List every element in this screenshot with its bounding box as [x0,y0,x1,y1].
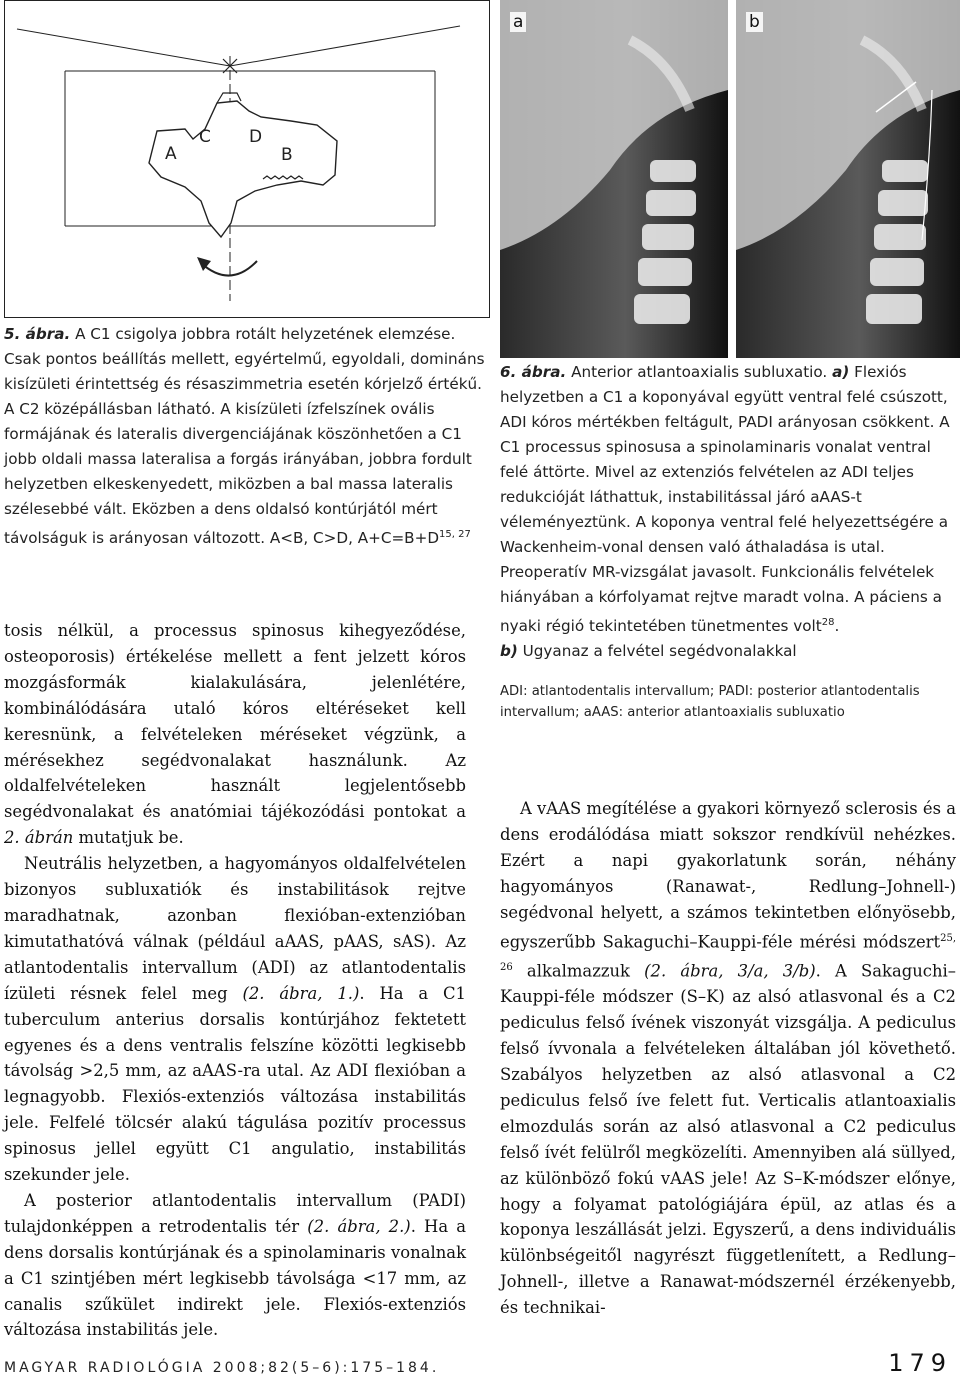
journal-footer: MAGYAR RADIOLÓGIA 2008;82(5–6):175–184. [4,1360,440,1376]
right-ref-25-26: 25, 26 [500,932,956,973]
figure-5-caption-text: A C1 csigolya jobbra rotált helyzetének elemzése. Csak pontos beállítás mellett, egyértelmű, egyoldali, domináns kisízületi érintettség és résaszimmetria esetén kórjelző értékű. A C2 középállásban látható. A kisízületi ízfelszínek ovális formájának és lateralis divergenciájának köszönhetően a C1 jobb oldali massa lateralisa a forgás irányában, jobbra fordult helyzetben elkeskenyedett, miközben a bal massa lateralis szélesebbé vált. Eközben a dens oldalsó kontúrjától mért távolságuk is arányosan változott. A<B, C>D, A+C=B+D [4,325,485,548]
figure-5-caption-ref: 15, 27 [439,529,471,540]
right-column-body [500,796,956,1321]
figure-6-caption-a-ref: 28 [821,617,835,628]
page-number: 179 [888,1349,952,1377]
atlas-rotation-diagram [5,1,489,317]
figure-5-diagram [4,0,490,318]
left-column-body [4,618,466,1343]
figure-6-caption-b-text: Ugyanaz a felvétel segédvonalakkal [522,642,797,661]
panel-label-b: b [746,12,763,32]
figure-ref-2-3: (2. ábra, 3/a, 3/b) [644,961,816,981]
left-paragraph-1: tosis nélkül, a processus spinosus kihegyeződése, osteoporosis) értékelése mellett a fent jelzett kóros mozgásformák kialakulására, jelenlétére, kombinálódására utaló kóros eltéréseket kell keresnünk, a felvételeken méréseket végzünk, a mérésekhez segédvonalakat használunk. Az oldalfelvételeken használt legjelentősebb segédvonalakat és anatómiai tájékozódási pontokat a 2. ábrán mutatjuk be. [4,621,466,848]
cervical-spine-xray-a [500,0,728,358]
figure-6-caption-label: 6. ábra. [500,363,567,381]
axis-line-right [230,26,460,66]
left-paragraph-2: Neutrális helyzetben, a hagyományos oldalfelvételen bizonyos subluxatiók és instabilitások rejtve maradhatnak, azonban flexióban-extenzióban kimutathatóvá válnak (például aAAS, pAAS, sAS). Az atlantodentalis intervallum (ADI) az atlantodentalis ízületi résnek felel meg (2. ábra, 1.). Ha a C1 tuberculum anterius dorsalis kontúrjához fektetett egyenes és a dens ventralis felszíne közötti legkisebb távolság >2,5 mm, az aAAS-ra utal. Az ADI flexióban a legnagyobb. Flexiós-extenziós változása instabilitás jele. Felfelé tölcsér alakú tágulása pozitív processus spinosus jellel együtt C1 angulatio, instabilitás szekunder jele. [4,854,466,1185]
right-paragraph-1: A vAAS megítélése a gyakori környező sclerosis és a dens erodálódása miatt sokszor rendkívül nehézkes. Ezért a napi gyakorlatunk során, néhány hagyományos (Ranawat-, Redlung–Johnell-) segédvonal helyett, a számos tekintetben előnyösebb, egyszerűbb Sakaguchi–Kauppi-féle mérési módszert$^{25, 26}$ alkalmazzuk (2. ábra, 3/a, 3/b). A Sakaguchi–Kauppi-féle módszer (S–K) az alsó atlasvonal és a C2 pediculus felső ívének viszonyát vizsgálja. A pediculus felső ívvonala a felvételeken általában jól követhető. Szabályos helyzetben az alsó atlasvonal a C2 pediculus felső íve felett fut. Verticalis atlantoaxialis elmozdulás során az alsó atlasvonal a C2 pediculus felső ívét felülről megközelíti. Amennyiben alá süllyed, az különböző fokú vAAS jele! Az S–K-módszer előnye, hogy a folyamat patológiájára épül, az atlas és a koponya leszállását jelzi. Egyszerű, a dens individuális különbségeitől nagyrészt függetlenített, a Redlung–Johnell-, illetve a Ranawat-módszernél érzékenyebb, és technikai- [500,799,957,1318]
figure-ref-2: 2. ábrán [4,828,74,848]
figure-ref-2-1: (2. ábra, 1.) [242,983,360,1003]
axis-line-left [17,29,230,66]
figure-6-abbreviations: ADI: atlantodentalis intervallum; PADI: posterior atlantodentalis intervallum; aAAS: anterior atlantoaxialis subluxatio [500,684,920,720]
c2-vertebra-outline [149,101,337,237]
rotation-arrow-icon [201,261,257,276]
cervical-spine-xray-b [736,0,960,358]
xray-panel-b [736,0,960,358]
label-c: C [199,127,211,147]
figure-6-caption-a-text: Flexiós helyzetben a C1 a koponyával együtt ventral felé csúszott, ADI kóros mértékben feltágult, PADI arányosan csökkent. A C1 processus spinosusa a spinolaminaris vonalat ventral felé áttörte. Mivel az extenziós felvételen az ADI teljes redukcióját láthattuk, instabilitással járó aAAS-t véleményeztünk. A koponya ventral felé helyezettségére a Wackenheim-vonal densen való áthaladása is utal. Preoperatív MR-vizsgálat javasolt. Funkcionális felvételek hiányában a kórfolyamat rejtve maradt volna. A páciens a nyaki régió tekintetében tünetmentes volt [500,363,950,636]
figure-ref-2-2: (2. ábra, 2.) [307,1216,411,1236]
label-b: B [281,145,293,165]
left-paragraph-3: A posterior atlantodentalis intervallum (PADI) tulajdonképpen a retrodentalis tér (2. ábra, 2.). Ha a dens dorsalis kontúrjának és a spinolaminaris vonalnak a C1 szintjében mért legkisebb távolsága <17 mm, az canalis szűkület indirekt jele. Flexiós-extenziós változása instabilitás jele. [4,1190,467,1340]
xray-panel-a [500,0,728,358]
figure-6-caption-a-label: a) [832,363,850,381]
figure-6-caption-b-label: b) [500,642,518,661]
figure-5-caption-label: 5. ábra. [4,325,71,343]
label-a: A [165,144,177,164]
figure-5-caption [4,322,486,551]
label-d: D [249,127,263,147]
figure-6-caption: 6. ábra. Anterior atlantoaxialis subluxatio. a) Flexiós helyzetben a C1 a koponyával együtt ventral felé csúszott, ADI kóros mértékben feltágult, PADI arányosan csökkent. A C1 processus spinosusa a spinolaminaris vonalat ventral felé áttörte. Mivel az extenziós felvételen az ADI teljes redukcióját láthattuk, instabilitással járó aAAS-t véleményeztünk. A koponya ventral felé helyezettségére a Wackenheim-vonal densen való áthaladása is utal. Preoperatív MR-vizsgálat javasolt. Funkcionális felvételek hiányában a kórfolyamat rejtve maradt volna. A páciens a nyaki régió tekintetében tünetmentes volt$^{28}$. b) Ugyanaz a felvétel segédvonalakkal [500,363,950,661]
panel-label-a: a [510,12,526,32]
figure-6-caption-title: Anterior atlantoaxialis subluxatio. [571,363,828,381]
